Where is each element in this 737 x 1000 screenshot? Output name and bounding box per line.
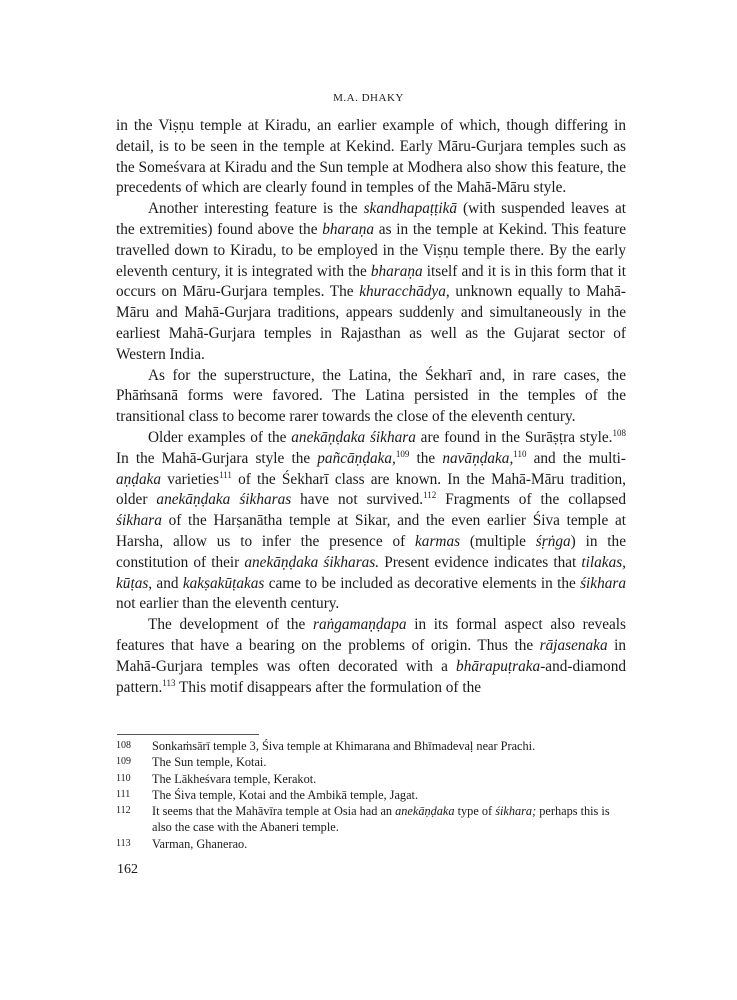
italic-term: śikhara; bbox=[495, 804, 537, 819]
footnote-ref: 108 bbox=[612, 427, 627, 438]
text-run: , unknown equally to Mahā-Māru and Mahā-Gurjara traditions, appears suddenly and simultaneously in the earliest Mahā-Gurjara temples in Rajasthan as well as the Gujarat sector of Western India. bbox=[116, 283, 626, 363]
text-run: in its formal aspect also reveals features that have a bearing on the problems of origin. Thus the bbox=[116, 616, 626, 654]
italic-term: anekāṇḍaka śikhara bbox=[291, 428, 416, 446]
paragraph bbox=[116, 366, 626, 428]
paragraph bbox=[116, 428, 626, 615]
italic-term: anekāṇḍaka śikharas. bbox=[244, 553, 380, 571]
text-run: The Sun temple, Kotai. bbox=[152, 755, 267, 770]
italic-term: skandhapaṭṭikā bbox=[363, 200, 458, 218]
footnotes bbox=[116, 738, 616, 852]
text-run: Sonkaṁsārī temple 3, Śiva temple at Khimarana and Bhīmadevaḷ near Prachi. bbox=[152, 739, 536, 753]
footnote-number: 110 bbox=[116, 772, 131, 784]
italic-term: bharaṇa bbox=[370, 262, 423, 280]
text-run: of the Harṣanātha temple at Sikar, and the even earlier Śiva temple at Harsha, allow us to infer the presence of bbox=[116, 512, 626, 550]
text-run: type of bbox=[454, 804, 496, 819]
footnote-ref: 110 bbox=[513, 448, 527, 459]
text-run: came to be included as decorative elements in the bbox=[264, 574, 581, 592]
paragraph bbox=[116, 615, 626, 698]
text-run: of the Śekharī class are known. In the Mahā-Māru tradition, older bbox=[116, 470, 626, 509]
italic-term: śikhara bbox=[116, 512, 162, 530]
footnote-number: 108 bbox=[116, 740, 131, 751]
text-run: Another interesting feature is the bbox=[148, 200, 364, 218]
text-run: as in the temple at Kekind. This feature travelled down to Kiradu, to be employed in the Viṣṇu temple there. By the early eleventh century, it is integrated with the bbox=[116, 220, 626, 280]
italic-term: rājasenaka bbox=[539, 636, 608, 654]
italic-term: pañcāṇḍaka, bbox=[317, 449, 396, 467]
text-run: and bbox=[152, 574, 183, 592]
text-run: perhaps this is also the case with the Abaneri temple. bbox=[152, 804, 610, 835]
body-text bbox=[116, 116, 626, 698]
text-run: This motif disappears after the formulation of the bbox=[175, 678, 482, 696]
footnote bbox=[116, 738, 616, 754]
footnote-number: 112 bbox=[116, 805, 131, 817]
text-run: -and-diamond pattern. bbox=[116, 657, 626, 696]
footnote-number: 109 bbox=[116, 756, 131, 768]
footnote-number: 113 bbox=[116, 837, 131, 849]
page-number: 162 bbox=[117, 862, 138, 877]
text-run: Older examples of the bbox=[148, 428, 292, 446]
text-run: (multiple bbox=[460, 532, 536, 550]
text-run: itself and it is in this form that it occurs on Māru-Gurjara temples. The bbox=[116, 262, 627, 301]
text-run: varieties bbox=[161, 470, 220, 488]
italic-term: kakṣakūṭakas bbox=[182, 574, 265, 592]
italic-term: karmas bbox=[415, 532, 461, 550]
italic-term: navāṇḍaka, bbox=[442, 449, 514, 467]
footnote bbox=[116, 754, 616, 770]
italic-term: śṛṅga bbox=[535, 532, 571, 550]
text-run: Present evidence indicates that bbox=[379, 553, 582, 571]
italic-term: raṅgamaṇḍapa bbox=[313, 616, 407, 634]
italic-term: anekāṇḍaka śikharas bbox=[156, 491, 292, 509]
italic-term: khuracchādya bbox=[359, 283, 446, 301]
footnote-divider bbox=[117, 734, 259, 735]
text-run: (with suspended leaves at the extremities) found above the bbox=[116, 200, 626, 238]
italic-term: anekāṇḍaka bbox=[395, 804, 455, 819]
footnote bbox=[116, 836, 616, 852]
text-run: Varman, Ghanerao. bbox=[152, 836, 248, 851]
footnote-ref: 113 bbox=[162, 677, 176, 688]
text-run: the bbox=[409, 449, 443, 467]
text-run: have not survived. bbox=[291, 491, 424, 509]
footnote bbox=[116, 803, 616, 836]
text-run: It seems that the Mahāvīra temple at Osia had an bbox=[152, 804, 396, 819]
text-run: Fragments of the collapsed bbox=[436, 491, 626, 509]
text-run: not earlier than the eleventh century. bbox=[116, 595, 340, 613]
text-run: in the Viṣṇu temple at Kiradu, an earlier example of which, though differing in detail, is to be seen in the temple at Kekind. Early Māru-Gurjara temples such as the Someśvara at Kiradu and the Sun temple at Modhera also show this feature, the precedents of which are clearly found in temples of the Mahā-Māru style. bbox=[116, 117, 626, 197]
italic-term: aṇḍaka bbox=[116, 470, 162, 488]
text-run: are found in the Surāṣṭra style. bbox=[415, 428, 613, 446]
text-run: ) in the constitution of their bbox=[116, 532, 626, 571]
italic-term: bhārapuṭraka bbox=[456, 657, 541, 675]
text-run: The development of the bbox=[148, 616, 314, 634]
paragraph bbox=[116, 199, 626, 365]
footnote-ref: 112 bbox=[423, 490, 437, 501]
text-run: In the Mahā-Gurjara style the bbox=[116, 449, 318, 467]
paragraph bbox=[116, 116, 626, 199]
text-run: As for the superstructure, the Latina, the Śekharī and, in rare cases, the Phāṁsanā forms were favored. The Latina persisted in the temples of the transitional class to become rarer towards the close of the eleventh century. bbox=[116, 366, 626, 426]
footnote bbox=[116, 787, 616, 803]
text-run: in Mahā-Gurjara temples was often decorated with a bbox=[116, 636, 627, 675]
footnote-ref: 109 bbox=[395, 448, 410, 459]
footnote-ref: 111 bbox=[219, 469, 232, 480]
text-run: The Śiva temple, Kotai and the Ambikā temple, Jagat. bbox=[152, 787, 419, 802]
italic-term: bharaṇa bbox=[322, 220, 375, 238]
running-header: M.A. DHAKY bbox=[333, 92, 404, 104]
italic-term: śikhara bbox=[580, 574, 626, 592]
italic-term: tilakas, kūṭas, bbox=[116, 553, 626, 592]
text-run: The Lākheśvara temple, Kerakot. bbox=[152, 771, 317, 786]
text-run: and the multi- bbox=[526, 449, 627, 467]
footnote bbox=[116, 771, 616, 787]
footnote-number: 111 bbox=[116, 788, 131, 800]
